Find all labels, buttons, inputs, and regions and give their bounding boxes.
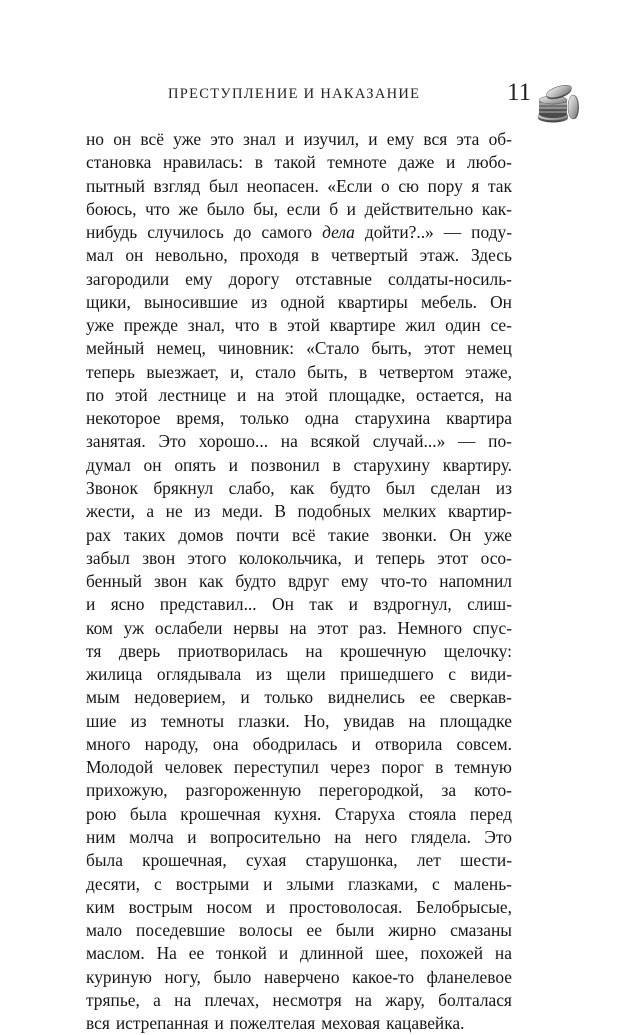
text-line: нибудь случилось до самого дела дойти?..» — поду- <box>86 222 512 243</box>
text-line: бенный звон как будто вдруг ему что-то напомнил <box>86 571 512 592</box>
page-number: 11 <box>507 79 532 106</box>
text-line: мал он невольно, проходя в четвертый этаж. Здесь <box>86 245 512 266</box>
text-line: вся истрепанная и пожелтелая меховая кацавейка. <box>86 1013 465 1034</box>
text-line: боюсь, что же было бы, если б и действительно как- <box>86 198 512 219</box>
text-line: рах таких домов почти всё такие звонки. Он уже <box>86 524 512 545</box>
text-line: Звонок брякнул слабо, как будто был сделан из <box>86 477 512 498</box>
text-line: некоторое время, только одна старухина квартира <box>86 408 512 429</box>
body-text <box>86 128 512 1035</box>
text-line: забыл звон этого колокольчика, и теперь этот осо- <box>86 547 512 568</box>
text-line: теперь выезжает, и, стало быть, в четвертом этаже, <box>86 361 512 382</box>
text-line: щики, выносившие из одной квартиры мебель. Он <box>86 291 512 312</box>
text-line: пытный взгляд был неопасен. «Если о сю пору я так <box>86 175 512 196</box>
running-title: ПРЕСТУПЛЕНИЕ И НАКАЗАНИЕ <box>168 86 421 102</box>
text-line: по этой лестнице и на этой площадке, остается, на <box>86 384 512 405</box>
text-line: маслом. На ее тонкой и длинной шее, похожей на <box>86 943 512 964</box>
text-line: и ясно представил... Он так и вздрогнул, слиш- <box>86 594 512 615</box>
text-line: думал он опять и позвонил в старухину квартиру. <box>86 454 512 475</box>
text-line: десяти, с вострыми и злыми глазками, с малень- <box>86 873 512 894</box>
text-line: уже прежде знал, что в этой квартире жил один се- <box>86 315 512 336</box>
text-line: тряпье, а на плечах, несмотря на жару, болталася <box>86 989 512 1010</box>
text-line: занятая. Это хорошо... на всякой случай...» — по- <box>86 431 512 452</box>
text-line: Молодой человек переступил через порог в темную <box>86 757 512 778</box>
text-line: шие из темноты глазки. Но, увидав на площадке <box>86 710 512 731</box>
text-line: прихожую, разгороженную перегородкой, за кото- <box>86 780 512 801</box>
text-line: мало поседевшие волосы ее были жирно смазаны <box>86 920 512 941</box>
text-line: была крошечная, сухая старушонка, лет шести- <box>86 850 512 871</box>
text-line: рою была крошечная кухня. Старуха стояла перед <box>86 803 512 824</box>
text-line: ком уж ослабели нервы на этот раз. Немного спус- <box>86 617 512 638</box>
text-line: ким вострым носом и простоволосая. Белобрысые, <box>86 896 512 917</box>
text-line: много народу, она ободрилась и отворила совсем. <box>86 733 512 754</box>
text-line: мейный немец, чиновник: «Стало быть, этот немец <box>86 338 512 359</box>
text-line: загородили ему дорогу отставные солдаты-носиль- <box>86 268 512 289</box>
text-line: мым недоверием, и только виднелись ее сверкав- <box>86 687 512 708</box>
text-line: ним молча и вопросительно на него глядела. Это <box>86 826 512 847</box>
text-line: жести, а не из меди. В подобных мелких квартир- <box>86 501 512 522</box>
text-line: тя дверь приотворилась на крошечную щелочку: <box>86 640 512 661</box>
text-line: куриную ногу, было наверчено какое-то фланелевое <box>86 966 512 987</box>
coin-stack-icon <box>533 83 581 125</box>
text-line: но он всё уже это знал и изучил, и ему вся эта об- <box>86 129 512 149</box>
text-line: становка нравилась: в такой темноте даже и любо- <box>86 152 512 173</box>
text-line: жилица оглядывала из щели пришедшего с види- <box>86 664 512 685</box>
